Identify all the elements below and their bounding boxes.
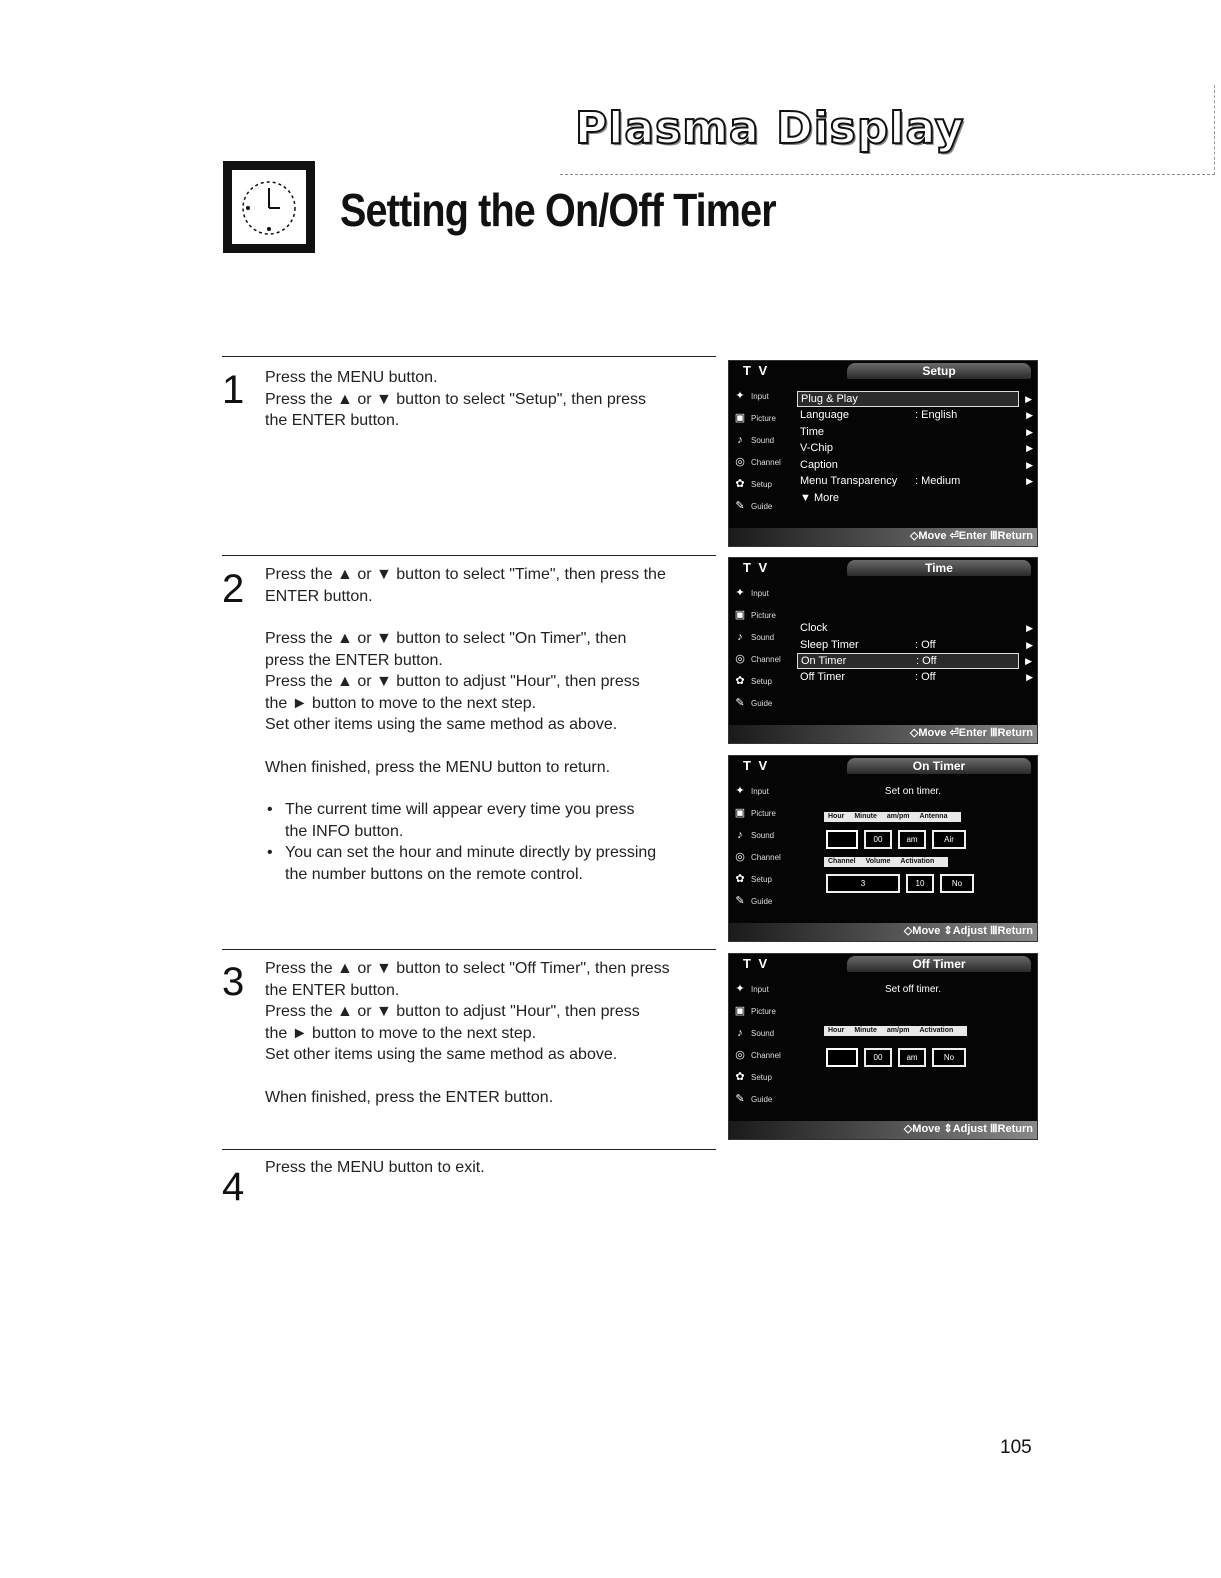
- tv-label: T V: [743, 363, 770, 378]
- menu-title: Off Timer: [847, 956, 1031, 972]
- sidebar-menu: [729, 978, 793, 1110]
- picture-icon: ▣: [734, 1005, 746, 1017]
- sidebar-item-setup: ✿ Setup: [729, 670, 793, 692]
- input-icon: ✦: [735, 983, 745, 995]
- step-number: 3: [222, 960, 245, 1004]
- step-divider: [222, 949, 716, 950]
- setup-icon: ✿: [735, 675, 745, 687]
- field-labels-row-1: Hour Minute am/pm Activation: [824, 1026, 967, 1036]
- plasma-display-banner: [440, 85, 1215, 180]
- list-item: • The current time will appear every time you press the INFO button.: [265, 799, 666, 842]
- sidebar-item-sound: ♪ Sound: [729, 1022, 793, 1044]
- banner-title: Plasma Display: [575, 103, 965, 154]
- guide-icon: ✎: [735, 895, 745, 907]
- channel-icon: ◎: [735, 851, 745, 863]
- minute-field: 00: [864, 830, 892, 849]
- page-number: 105: [1000, 1437, 1032, 1458]
- sidebar-item-guide: ✎ Guide: [729, 890, 793, 912]
- sidebar-item-picture: ▣ Picture: [734, 1005, 776, 1017]
- list-item: • You can set the hour and minute directly by pressing the number buttons on the remote control.: [265, 842, 666, 885]
- sidebar-item-setup: ✿ Setup: [729, 473, 793, 495]
- guide-icon: ✎: [735, 1093, 745, 1105]
- channel-icon: ◎: [735, 456, 745, 468]
- screen-footer: ◇Move ⇕Adjust ⅢReturn: [729, 923, 1037, 941]
- sidebar-menu: [729, 780, 793, 912]
- picture-icon: ▣: [734, 412, 746, 424]
- input-icon: ✦: [735, 587, 745, 599]
- banner-edge: [1214, 85, 1215, 175]
- step-number: 1: [222, 368, 245, 412]
- sidebar-item-sound: ♪ Sound: [729, 626, 793, 648]
- minute-field: 00: [864, 1048, 892, 1067]
- tv-label: T V: [743, 956, 770, 971]
- sound-icon: ♪: [737, 829, 743, 841]
- sidebar-item-channel: ◎ Channel: [729, 846, 793, 868]
- menu-item-time: Time ▶: [800, 425, 1033, 438]
- step-divider: [222, 555, 716, 556]
- sidebar-item-setup: ✿ Setup: [729, 868, 793, 890]
- activation-field: No: [940, 874, 974, 893]
- screen-footer: ◇Move ⏎Enter ⅢReturn: [729, 528, 1037, 546]
- menu-title: Time: [847, 560, 1031, 576]
- tv-label: T V: [743, 758, 770, 773]
- menu-item-language: Language : English ▶: [800, 409, 1033, 421]
- sidebar-item-channel: ◎ Channel: [729, 451, 793, 473]
- sidebar-menu: [729, 582, 793, 714]
- hour-field: [826, 1048, 858, 1067]
- banner-divider: [560, 174, 1215, 175]
- menu-item-caption: Caption ▶: [800, 458, 1033, 471]
- step-divider: [222, 1149, 716, 1150]
- am-pm-field: am: [898, 830, 926, 849]
- step-number: 4: [222, 1165, 245, 1209]
- sidebar-item-guide: ✎ Guide: [729, 495, 793, 517]
- antenna-field: Air: [932, 830, 966, 849]
- step-3-text: Press the ▲ or ▼ button to select "Off Timer", then press the ENTER button. Press the ▲ or ▼ button to adjust "Hour", then press the ► button to move to the next step. Set other items using the same method as above. When finished, press the ENTER button.: [265, 960, 670, 1106]
- guide-icon: ✎: [735, 500, 745, 512]
- setup-icon: ✿: [735, 1071, 745, 1083]
- menu-item-off-timer: Off Timer : Off ▶: [800, 671, 1033, 683]
- channel-icon: ◎: [735, 1049, 745, 1061]
- sidebar-item-sound: ♪ Sound: [729, 824, 793, 846]
- off-timer-screen: [728, 953, 1038, 1140]
- sound-icon: ♪: [737, 1027, 743, 1039]
- input-icon: ✦: [735, 390, 745, 402]
- sidebar-item-guide: ✎ Guide: [729, 1088, 793, 1110]
- sidebar-item-input: ✦ Input: [729, 978, 793, 1000]
- screen-footer: ◇Move ⇕Adjust ⅢReturn: [729, 1121, 1037, 1139]
- field-row-1: [826, 1048, 966, 1067]
- clock-icon: [223, 161, 315, 253]
- setup-icon: ✿: [735, 873, 745, 885]
- screen-subtitle: Set on timer.: [884, 786, 942, 797]
- sidebar-item-input: ✦ Input: [729, 582, 793, 604]
- field-labels-row-1: Hour Minute am/pm Antenna: [824, 812, 961, 822]
- step-number: 2: [222, 567, 245, 611]
- sidebar-item-picture: ▣ Picture: [734, 609, 776, 621]
- input-icon: ✦: [735, 785, 745, 797]
- sidebar-item-setup: ✿ Setup: [729, 1066, 793, 1088]
- menu-title: On Timer: [847, 758, 1031, 774]
- guide-icon: ✎: [735, 697, 745, 709]
- on-timer-screen: [728, 755, 1038, 942]
- setup-menu-list: [797, 391, 1033, 506]
- sidebar-menu: [729, 385, 793, 517]
- menu-item-plug-and-play: Plug & Play ▶: [797, 391, 1019, 407]
- menu-title: Setup: [847, 363, 1031, 379]
- step-2-text: Press the ▲ or ▼ button to select "Time", then press the ENTER button. Press the ▲ or ▼ button to select "On Timer", then press the ENTER button. Press the ▲ or ▼ button to adjust "Hour", then press the ► button to move to the next step. Set other items using the same method as above. When finished, press the MENU button to return. • The current time will appear every time you press the INFO button. • You can set the hour and minute directly by pressing the number buttons on the remote control.: [265, 564, 666, 885]
- notes-list: [265, 799, 666, 885]
- step-4-text: Press the MENU button to exit.: [265, 1159, 485, 1176]
- channel-field: 3: [826, 874, 900, 893]
- step-divider: [222, 356, 716, 357]
- picture-icon: ▣: [734, 609, 746, 621]
- sidebar-item-input: ✦ Input: [729, 780, 793, 802]
- sound-icon: ♪: [737, 631, 743, 643]
- screen-footer: ◇Move ⏎Enter ⅢReturn: [729, 725, 1037, 743]
- setup-icon: ✿: [735, 478, 745, 490]
- menu-item-sleep-timer: Sleep Timer : Off ▶: [800, 638, 1033, 651]
- sidebar-item-input: ✦ Input: [729, 385, 793, 407]
- sidebar-item-sound: ♪ Sound: [729, 429, 793, 451]
- page-title: Setting the On/Off Timer: [340, 184, 776, 236]
- menu-item-menu-transparency: Menu Transparency : Medium ▶: [800, 475, 1033, 487]
- channel-icon: ◎: [735, 653, 745, 665]
- sidebar-item-guide: ✎ Guide: [729, 692, 793, 714]
- time-menu-list: [797, 620, 1033, 686]
- time-menu-screen: [728, 557, 1038, 744]
- menu-item-more: ▼ More: [800, 491, 840, 504]
- field-row-1: [826, 830, 966, 849]
- sidebar-item-picture: ▣ Picture: [734, 807, 776, 819]
- am-pm-field: am: [898, 1048, 926, 1067]
- field-labels-row-2: Channel Volume Activation: [824, 857, 948, 867]
- screen-subtitle: Set off timer.: [885, 984, 941, 995]
- sound-icon: ♪: [737, 434, 743, 446]
- sidebar-item-channel: ◎ Channel: [729, 1044, 793, 1066]
- volume-field: 10: [906, 874, 934, 893]
- sidebar-item-picture: ▣ Picture: [734, 412, 776, 424]
- picture-icon: ▣: [734, 807, 746, 819]
- setup-menu-screen: [728, 360, 1038, 547]
- sidebar-item-channel: ◎ Channel: [729, 648, 793, 670]
- menu-item-v-chip: V-Chip ▶: [800, 442, 1033, 454]
- field-row-2: [826, 874, 974, 893]
- step-1-text: Press the MENU button. Press the ▲ or ▼ button to select "Setup", then press the ENTER button.: [265, 369, 646, 429]
- hour-field: [826, 830, 858, 849]
- menu-item-clock: Clock ▶: [800, 622, 1033, 634]
- tv-label: T V: [743, 560, 770, 575]
- activation-field: No: [932, 1048, 966, 1067]
- menu-item-on-timer: On Timer : Off ▶: [797, 653, 1019, 669]
